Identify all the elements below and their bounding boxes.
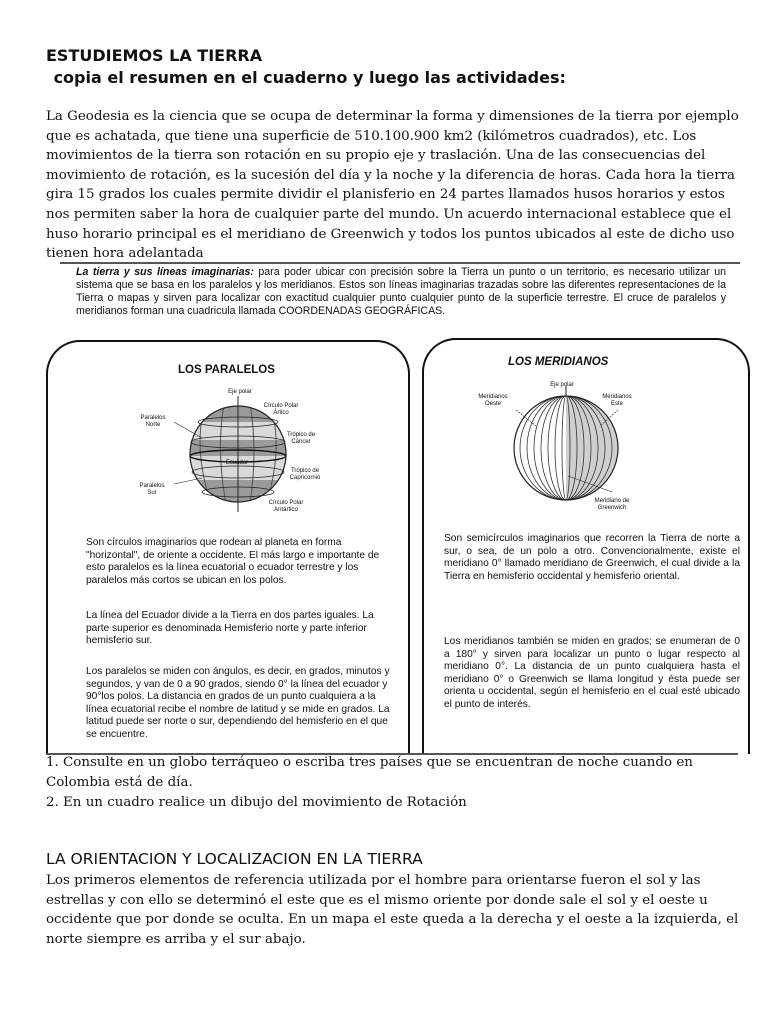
- meridianos-text-2: Los meridianos también se miden en grados; se enumeran de 0 a 180° y sirven para localizar un punto o lugar respecto al meridiano 0°. La distancia de un punto cualquiera hasta el meridiano 0° o Greenwich se llama longitud y ésta puede ser orienta u occidental, según el hemisferio en el cual esté ubicado el punto de interés.: [444, 636, 740, 710]
- orientation-paragraph: Los primeros elementos de referencia utilizada por el hombre para orientarse fueron el sol y las estrellas y con ello se determinó el este que es el mismo oriente por donde sale el sol y el oeste u occidente que por donde se oculta. En un mapa el este queda a la derecha y el oeste a la izquierda, el norte siempre es arriba y el sur abajo.: [46, 873, 739, 947]
- paralelos-text-1: Son círculos imaginarios que rodean al planeta en forma "horizontal", de oriente a occidente. El más largo e importante de esto paralelos es la línea ecuatorial o ecuador terrestre y los paralelos más cortos se ubican en los polos.: [86, 537, 380, 586]
- figure-intro-text: para poder ubicar con precisión sobre la Tierra un punto o un territorio, es necesario utilizar un sistema que se basa en los paralelos y los meridianos. Estos son líneas imaginarias trazadas sobre las diferentes representaciones de la Tierra o mapas y sirven para localizar con exactitud cualquier punto cualquier punto de la superficie terrestre. El cruce de paralelos y meridianos forman una cuadricula llamada COORDENADAS GEOGRÁFICAS.: [76, 266, 726, 317]
- label-greenwich: Meridiano de Greenwich: [594, 498, 630, 511]
- earth-lines-figure: [60, 262, 740, 754]
- label-paralelos-sur: Paralelos Sur: [139, 483, 165, 496]
- label-paralelos-norte: Paralelos Norte: [140, 415, 166, 428]
- figure-intro: [76, 266, 726, 318]
- paralelos-title: LOS PARALELOS: [178, 364, 275, 376]
- activity-1: 1. Consulte en un globo terráqueo o escriba tres países que se encuentran de noche cuando en Colombia está de día.: [46, 755, 693, 790]
- activity-2: 2. En un cuadro realice un dibujo del movimiento de Rotación: [46, 795, 467, 810]
- label-eje-polar-right: Eje polar: [550, 382, 574, 388]
- label-eje-polar-left: Eje polar: [228, 389, 252, 395]
- label-circulo-artico: Círculo Polar Ártico: [263, 403, 299, 416]
- section-heading: LA ORIENTACION Y LOCALIZACION EN LA TIERRA: [46, 850, 423, 868]
- label-circulo-antartico: Círculo Polar Antártico: [268, 500, 304, 513]
- intro-paragraph: La Geodesia es la ciencia que se ocupa de determinar la forma y dimensiones de la tierra por ejemplo que es achatada, que tiene una superficie de 510.100.900 km2 (kilómetros cuadrados), etc. Los movimientos de la tierra son rotación en su propio eje y traslación. Una de las consecuencias del movimiento de rotación, es la sucesión del día y la noche y la diferencia de horas. Cada hora la tierra gira 15 grados los cuales permite dividir el planisferio en 24 partes llamados husos horarios y estos nos permiten saber la hora de cualquier parte del mundo. Un acuerdo internacional establece que el huso horario principal es el meridiano de Greenwich y todos los puntos ubicados al este de dicho uso tienen hora adelantada: [46, 109, 739, 262]
- meridianos-text-1: Son semicírculos imaginarios que recorren la Tierra de norte a sur, o sea, de un polo a otro. Convencionalmente, existe el meridiano 0° llamado meridiano de Greenwich, el cual divide a la Tierra en hemisferio occidental y hemisferio oriental.: [444, 533, 740, 582]
- page-title: ESTUDIEMOS LA TIERRA: [46, 46, 263, 65]
- figure-divider: [60, 262, 740, 264]
- figure-intro-bold: La tierra y sus líneas imaginarias:: [76, 266, 254, 278]
- paralelos-text-2: La línea del Ecuador divide a la Tierra en dos partes iguales. La parte superior es denominada Hemisferio norte y parte inferior hemisferio sur.: [86, 610, 374, 647]
- label-tropico-cancer: Trópico de Cáncer: [286, 432, 316, 445]
- label-ecuador: Ecuador: [225, 460, 249, 466]
- paralelos-text-3: Los paralelos se miden con ángulos, es decir, en grados, minutos y segundos, y van de 0 a 90 grados, siendo 0° la línea del ecuador y 90°los polos. La distancia en grados de un punto cualquiera a la línea ecuatorial recibe el nombre de latitud y se mide en grados. La latitud puede ser norte o sur, dependiendo del hemisferio en el que se encuentre.: [86, 666, 390, 740]
- label-meridianos-este: Meridianos Este: [602, 394, 632, 407]
- page-subtitle: copia el resumen en el cuaderno y luego las actividades:: [48, 68, 566, 87]
- label-meridianos-oeste: Meridianos Oeste: [478, 394, 508, 407]
- label-tropico-capricornio: Trópico de Capricornio: [289, 468, 321, 481]
- meridianos-title: LOS MERIDIANOS: [508, 356, 609, 368]
